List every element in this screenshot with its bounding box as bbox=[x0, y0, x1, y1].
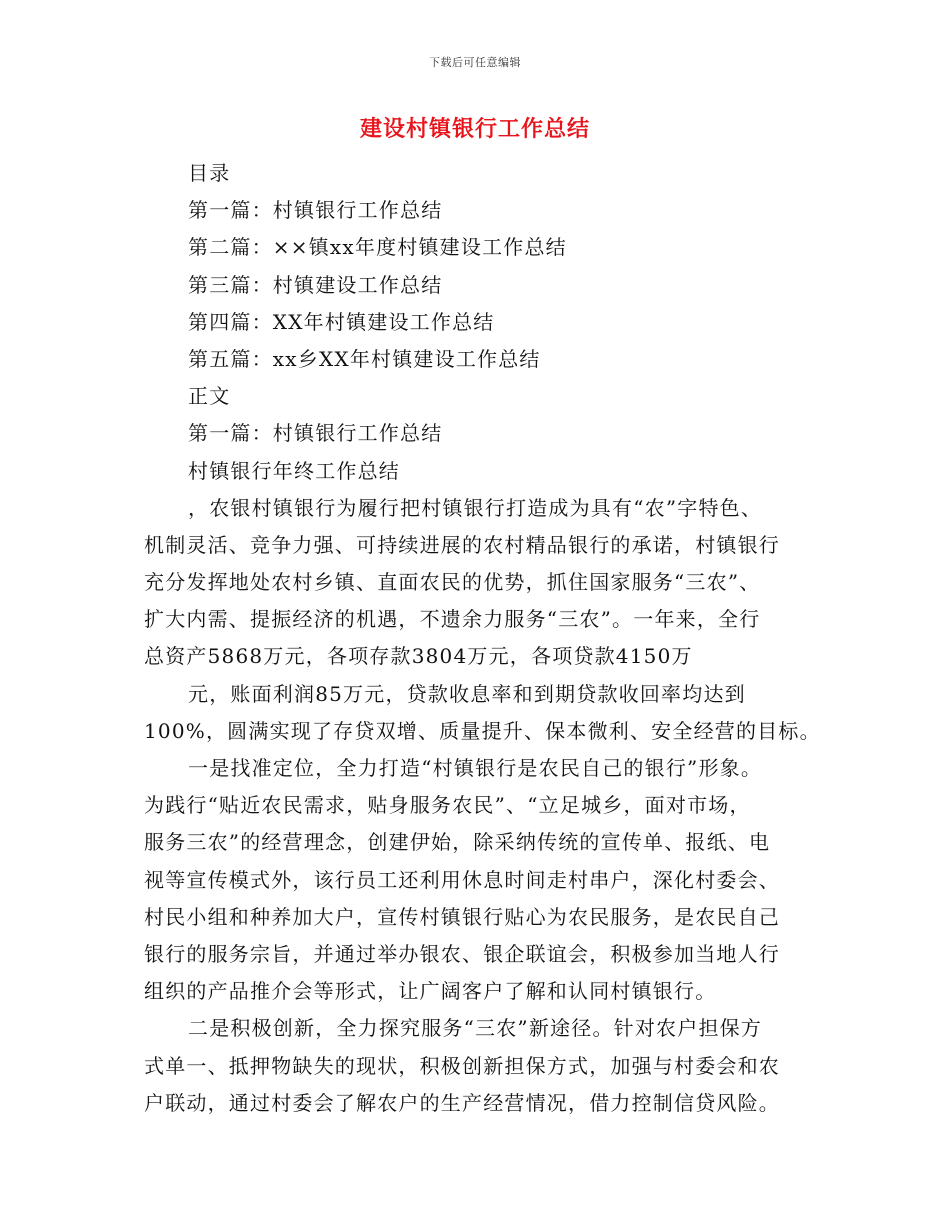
paragraph-line: 元，账面利润85万元，贷款收息率和到期贷款收回率均达到 bbox=[188, 681, 746, 706]
document-body bbox=[144, 155, 821, 1122]
paragraph-line: 银行的服务宗旨，并通过举办银农、银企联谊会，积极参加当地人行 bbox=[144, 941, 780, 966]
paragraph-line: 组织的产品推介会等形式，让广阔客户了解和认同村镇银行。 bbox=[144, 979, 717, 1004]
paragraph-line: 一是找准定位，全力打造“村镇银行是农民自己的银行”形象。 bbox=[188, 756, 763, 780]
toc-heading: 目录 bbox=[188, 161, 231, 185]
paragraph-line: 户联动，通过村委会了解农户的生产经营情况，借力控制信贷风险。 bbox=[144, 1090, 780, 1115]
paragraph-line: 服务三农”的经营理念，创建伊始，除采纳传统的宣传单、报纸、电 bbox=[144, 830, 771, 855]
paragraph-line: 为践行“贴近农民需求，贴身服务农民”、“立足城乡，面对市场， bbox=[144, 793, 751, 818]
header-note: 下载后可任意编辑 bbox=[429, 56, 521, 69]
paragraph-line: 机制灵活、竞争力强、可持续进展的农村精品银行的承诺，村镇银行 bbox=[144, 532, 780, 557]
paragraph-line: 式单一、抵押物缺失的现状，积极创新担保方式，加强与村委会和农 bbox=[144, 1053, 780, 1078]
toc-item[interactable]: 第二篇：××镇xx年度村镇建设工作总结 bbox=[188, 235, 567, 260]
paragraph-line: 二是积极创新，全力探究服务“三农”新途径。针对农户担保方 bbox=[188, 1016, 763, 1041]
toc-item[interactable]: 第一篇：村镇银行工作总结 bbox=[188, 198, 443, 223]
section-subtitle: 村镇银行年终工作总结 bbox=[188, 458, 400, 483]
document-title: 建设村镇银行工作总结 bbox=[359, 116, 590, 142]
section-title: 第一篇：村镇银行工作总结 bbox=[188, 421, 443, 446]
paragraph-line: 100%，圆满实现了存贷双增、质量提升、保本微利、安全经营的目标。 bbox=[144, 718, 821, 743]
paragraph-line: 充分发挥地处农村乡镇、直面农民的优势，抓住国家服务“三农”、 bbox=[144, 570, 761, 595]
paragraph-line: 扩大内需、提振经济的机遇，不遗余力服务“三农”。一年来，全行 bbox=[144, 607, 761, 632]
toc-item[interactable]: 第四篇：XX年村镇建设工作总结 bbox=[188, 309, 495, 334]
paragraph-line: ，农银村镇银行为履行把村镇银行打造成为具有“农”字特色、 bbox=[188, 495, 763, 520]
paragraph-line: 总资产5868万元，各项存款3804万元，各项贷款4150万 bbox=[144, 644, 693, 669]
main-heading: 正文 bbox=[188, 384, 231, 409]
paragraph-line: 视等宣传模式外，该行员工还利用休息时间走村串户，深化村委会、 bbox=[144, 867, 780, 892]
toc-item[interactable]: 第三篇：村镇建设工作总结 bbox=[188, 272, 443, 297]
toc-item[interactable]: 第五篇：xx乡XX年村镇建设工作总结 bbox=[188, 346, 541, 371]
paragraph-line: 村民小组和种养加大户，宣传村镇银行贴心为农民服务，是农民自己 bbox=[144, 904, 780, 929]
